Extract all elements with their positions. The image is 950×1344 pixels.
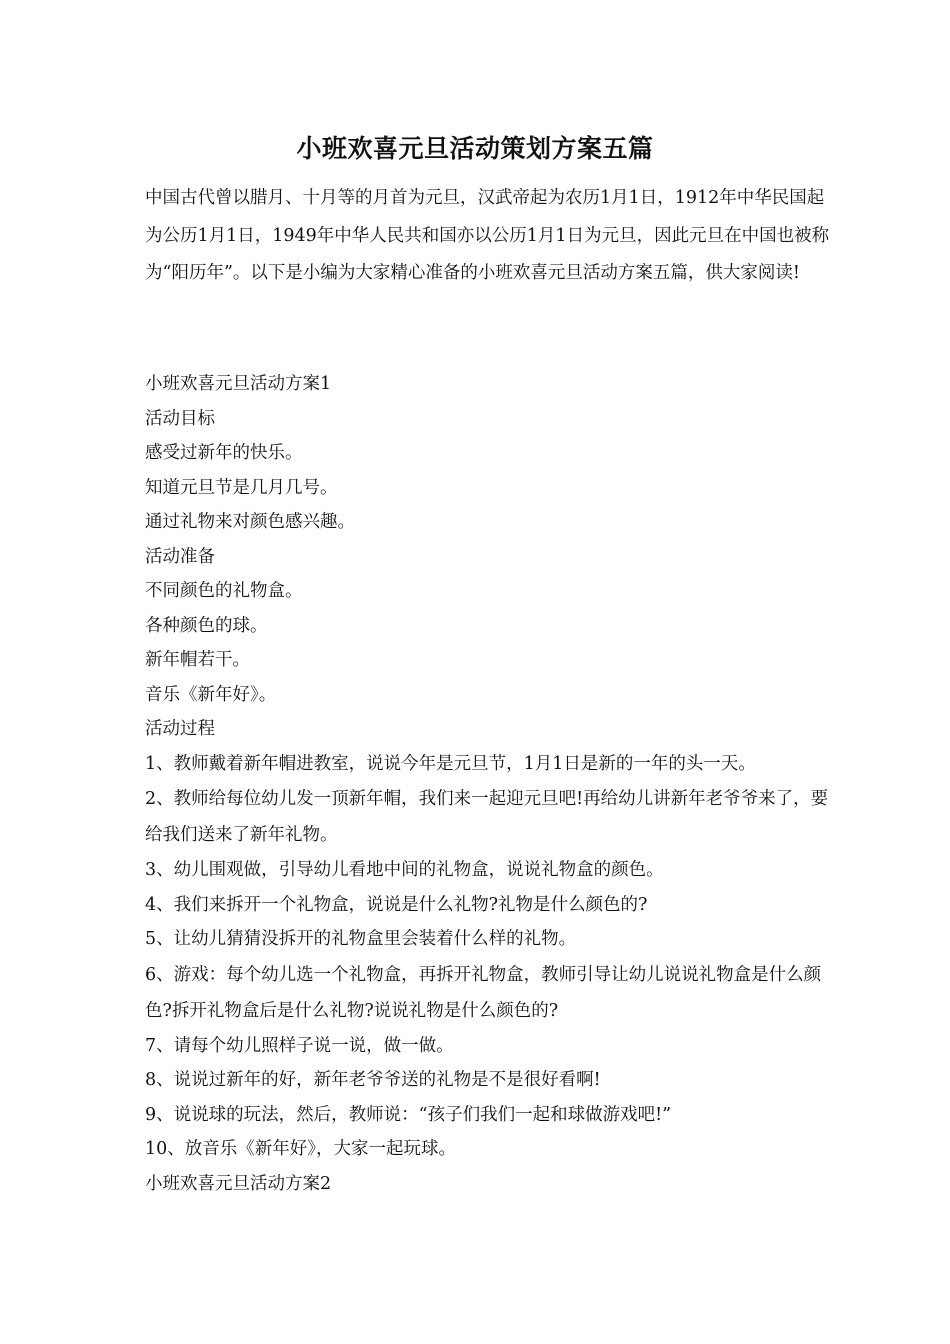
subheading-preparation: 活动准备 <box>145 546 215 567</box>
document-title: 小班欢喜元旦活动策划方案五篇 <box>296 134 654 163</box>
document-body <box>145 367 835 1201</box>
step-item: 8、说说过新年的好，新年老爷爷送的礼物是不是很好看啊! <box>145 1070 601 1090</box>
list-item: 新年帽若干。 <box>145 650 250 670</box>
list-item: 音乐《新年好》。 <box>145 684 277 705</box>
list-item: 通过礼物来对颜色感兴趣。 <box>145 512 355 532</box>
section-heading-plan-1: 小班欢喜元旦活动方案1 <box>145 374 332 394</box>
step-item: 2、教师给每位幼儿发一顶新年帽，我们来一起迎元旦吧!再给幼儿讲新年老爷爷来了，要给我们送来了新年礼物。 <box>145 789 829 845</box>
subheading-goals: 活动目标 <box>145 408 215 429</box>
section-heading-plan-2: 小班欢喜元旦活动方案2 <box>145 1173 332 1194</box>
list-item: 各种颜色的球。 <box>145 615 268 636</box>
step-item: 6、游戏：每个幼儿选一个礼物盒，再拆开礼物盒，教师引导让幼儿说说礼物盒是什么颜色?拆开礼物盒后是什么礼物?说说礼物是什么颜色的? <box>145 964 822 1021</box>
step-item: 4、我们来拆开一个礼物盒，说说是什么礼物?礼物是什么颜色的? <box>145 894 648 915</box>
list-item: 不同颜色的礼物盒。 <box>145 581 303 601</box>
step-item: 1、教师戴着新年帽进教室，说说今年是元旦节，1月1日是新的一年的头一天。 <box>145 753 756 774</box>
intro-text: 中国古代曾以腊月、十月等的月首为元旦，汉武帝起为农历1月1日，1912年中华民国起为公历1月1日，1949年中华人民共和国亦以公历1月1日为元旦，因此元旦在中国也被称为“阳历年”。以下是小编为大家精心准备的小班欢喜元旦活动方案五篇，供大家阅读! <box>145 188 830 283</box>
step-item: 3、幼儿围观做，引导幼儿看地中间的礼物盒，说说礼物盒的颜色。 <box>145 860 664 880</box>
intro-paragraph <box>145 180 835 293</box>
step-item: 10、放音乐《新年好》，大家一起玩球。 <box>145 1139 457 1159</box>
subheading-process: 活动过程 <box>145 719 215 739</box>
step-item: 9、说说球的玩法，然后，教师说：“孩子们我们一起和球做游戏吧!” <box>145 1104 672 1125</box>
step-item: 5、让幼儿猜猜没拆开的礼物盒里会装着什么样的礼物。 <box>145 929 577 949</box>
list-item: 感受过新年的快乐。 <box>145 443 303 463</box>
list-item: 知道元旦节是几月几号。 <box>145 477 338 498</box>
step-item: 7、请每个幼儿照样子说一说，做一做。 <box>145 1035 454 1056</box>
